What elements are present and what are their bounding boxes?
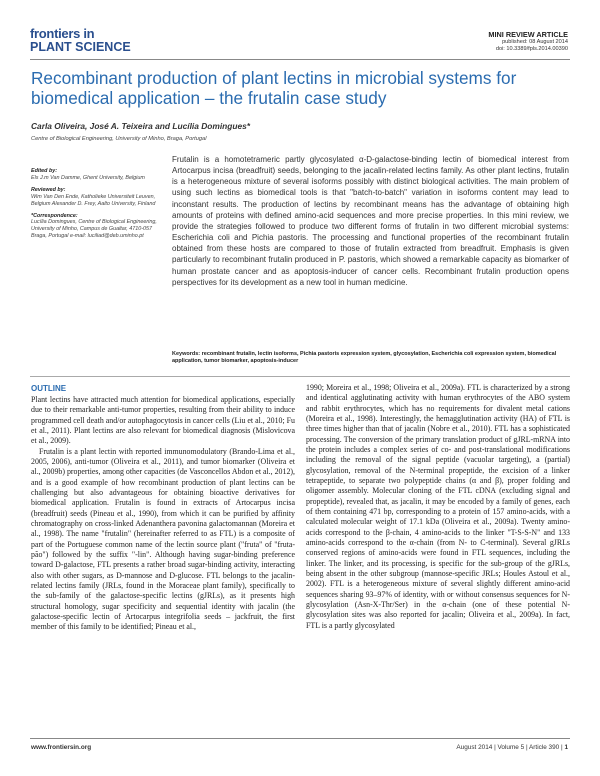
- article-meta: [488, 30, 568, 53]
- header-divider: [30, 59, 570, 60]
- published-date: published: 08 August 2014: [502, 39, 568, 45]
- article-type: MINI REVIEW ARTICLE: [488, 30, 568, 39]
- section-heading-outline: OUTLINE: [31, 384, 67, 393]
- body-paragraph: Frutalin is a plant lectin with reported immunomodulatory (Brando-Lima et al., 2005, 2006), anti-tumor (Oliveira et al., 2011), and tumor biomarker (Oliveira et al., 2009b) properties, among other capacities (de Vasconcellos Abdon et al., 2012), and is a good example of how recombinant production of plant lectins can be challenging but also advantageous for obtaining bioactive derivatives for biomedical application. Frutalin is found in extracts of Artocarpus incisa (breadfruit) seeds (Pineau et al., 1990), from which it can be purified by affinity chromatography on cross-linked Adenanthera pavonina galactomannan (Moreira et al., 1998). The name "frutalin" (hereinafter referred to as FTL) is a composite of part of the Portuguese common name of the lectin source plant ("fruta" of "fruta-pão") followed by the suffix "-lin". Although having sugar-binding preference toward D-galactose, FTL presents a rather broad sugar-binding activity, interacting also with other sugars, as D-mannose and D-glucose. FTL belongs to the jacalin-related lectins family (JRLs, found in the Moraceae plant family), specifically to the sub-family of the galactose-specific lectins (gJRLs), as it presents high structural homology, sugar specificity and sequential identity with jacalin (the galactose-specific lectin of Artocarpus integrifolia seeds – jackfruit, the first member of this family to be identified; Pineau et al.,: [31, 446, 295, 632]
- page-number: 1: [564, 744, 568, 751]
- edited-by-text: Els J.m Van Damme, Ghent University, Belgium: [31, 174, 145, 181]
- reviewed-by-label: Reviewed by:: [31, 186, 66, 193]
- editorial-sidebar: [31, 168, 159, 245]
- footer-citation-info: August 2014 | Volume 5 | Article 390 |: [456, 744, 563, 751]
- correspondence-text: Lucília Domingues, Centre of Biological Engineering, University of Minho, Campus de Gualtar, 4710-057 Braga, Portugal e-mail: luciliad@deb.uminho.pt: [31, 219, 157, 240]
- article-title: Recombinant production of plant lectins in microbial systems for biomedical application – the frutalin case study: [31, 68, 517, 108]
- body-column-left: [31, 383, 295, 633]
- journal-logo: [30, 27, 131, 54]
- keywords: [172, 351, 569, 365]
- footer-citation: [456, 744, 568, 751]
- doi: doi: 10.3389/fpls.2014.00390: [495, 46, 568, 52]
- body-column-right: [306, 383, 570, 631]
- correspondence-label: *Correspondence:: [31, 212, 78, 219]
- logo-line2: PLANT SCIENCE: [30, 40, 131, 54]
- body-paragraph: 1990; Moreira et al., 1998; Oliveira et al., 2009a). FTL is characterized by a strong and identical agglutinating activity with human erythrocytes of the ABO system and rabbit erythrocytes, which has no requirements for divalent metal cations (Moreira et al., 1998). Interestingly, the hemagglutination activity (HA) of FTL is three times higher than that of jacalin (Nobre et al., 2010). FTL has a sophisticated processing. The conversion of the primary translation product of gJRL-mRNA into the protein includes a complex series of co- and post-translational modifications including the removal of the signal peptide (vacuolar targeting), a (partial) glycosylation, removal of the N-terminal propeptide, the excision of a linker tetrapeptide, to separate two polypeptide chains (α and β), proper folding and oligomer assembly. Molecular cloning of the FTL cDNA (excluding signal and propeptide), revealed that, as jacalin, it may be encoded by a family of genes, each of them containing 471 bp, corresponding to a protein of 157 amino-acids, with a calculated molecular weight of 17.1 kDa (Oliveira et al., 2009a). Twenty amino-acids correspond to the β-chain, 4 amino-acids to the linker "T-S-S-N" and 133 amino-acids correspond to the α-chain (from N- to C-terminal). Several gJRLs conserved regions of amino-acids were found in FTL sequences, including the linker. The linker, and its processing, is specific for the sub-group of the gJRLs, being absent in the other subgroup (mannose-specific JRLs; Houles Astoul et al., 2002). FTL is a heterogeneous mixture of several slightly different amino-acid sequences sharing 93–97% of identity, with or without consensus sequences for N-glycosylation (Asn-X-Thr/Ser) in the α-chain (one of these potential N-glycosylation sites was also reported for jacalin; Oliveira et al., 2009a). In fact, FTL is a partly glycosylated: [306, 383, 570, 630]
- keywords-label: Keywords:: [172, 351, 201, 357]
- abstract: Frutalin is a homotetrameric partly glycosylated α-D-galactose-binding lectin of biomedical interest from Artocarpus incisa (breadfruit) seeds, belonging to the jacalin-related lectins family. As other plant lectins, frutalin is a heterogeneous mixture of several isoforms possibly with distinct biological activities. The main problem of using such lectins as biomedical tools is that "batch-to-batch" variation in isoforms content may lead to inconstant results. The production of lectins by recombinant means has the advantage of obtaining high amounts of proteins with defined amino-acid sequences and more precise properties. In this mini review, we provide the strategies followed to produce two different forms of frutalin in two different microbial systems: Escherichia coli and Pichia pastoris. The processing and functional properties of the recombinant frutalin obtained from these hosts are compared to those of frutalin extracted from breadfruit. Emphasis is given particularly to recombinant frutalin produced in P. pastoris, which showed a remarkable capacity as biomarker of human prostate cancer and as apoptosis-inducer of cancer cells. Recombinant frutalin production opens perspectives for its development as a new tool in human medicine.: [172, 155, 569, 287]
- footer-website-link[interactable]: www.frontiersin.org: [31, 744, 92, 751]
- affiliation: Centre of Biological Engineering, University of Minho, Braga, Portugal: [31, 136, 207, 142]
- footer-divider: [30, 738, 570, 739]
- edited-by-label: Edited by:: [31, 168, 58, 174]
- keywords-text: recombinant frutalin, lectin isoforms, Pichia pastoris expression system, glycosylation, Escherichia coli expression system, biomedical application, tumor biomarker, apoptosis-inducer: [172, 351, 557, 365]
- logo-line1: frontiers in: [30, 26, 95, 41]
- author-list: Carla Oliveira, José A. Teixeira and Lucília Domingues*: [31, 121, 251, 131]
- body-paragraph: Plant lectins have attracted much attention for biomedical applications, especially due to their remarkable anti-tumor properties, resulting from their ability to induce programmed cell death and/or autophagocytosis in cancer cells (Liu et al., 2010; Fu et al., 2011). Plant lectins are also relevant for biomedical diagnosis (Mislovicova et al., 2009).: [31, 395, 295, 446]
- reviewed-by-text: Wim Van Den Ende, Katholieke Universiteit Leuven, Belgium Alexander D. Frey, Aalto University, Finland: [31, 193, 156, 207]
- abstract-divider: [30, 376, 570, 377]
